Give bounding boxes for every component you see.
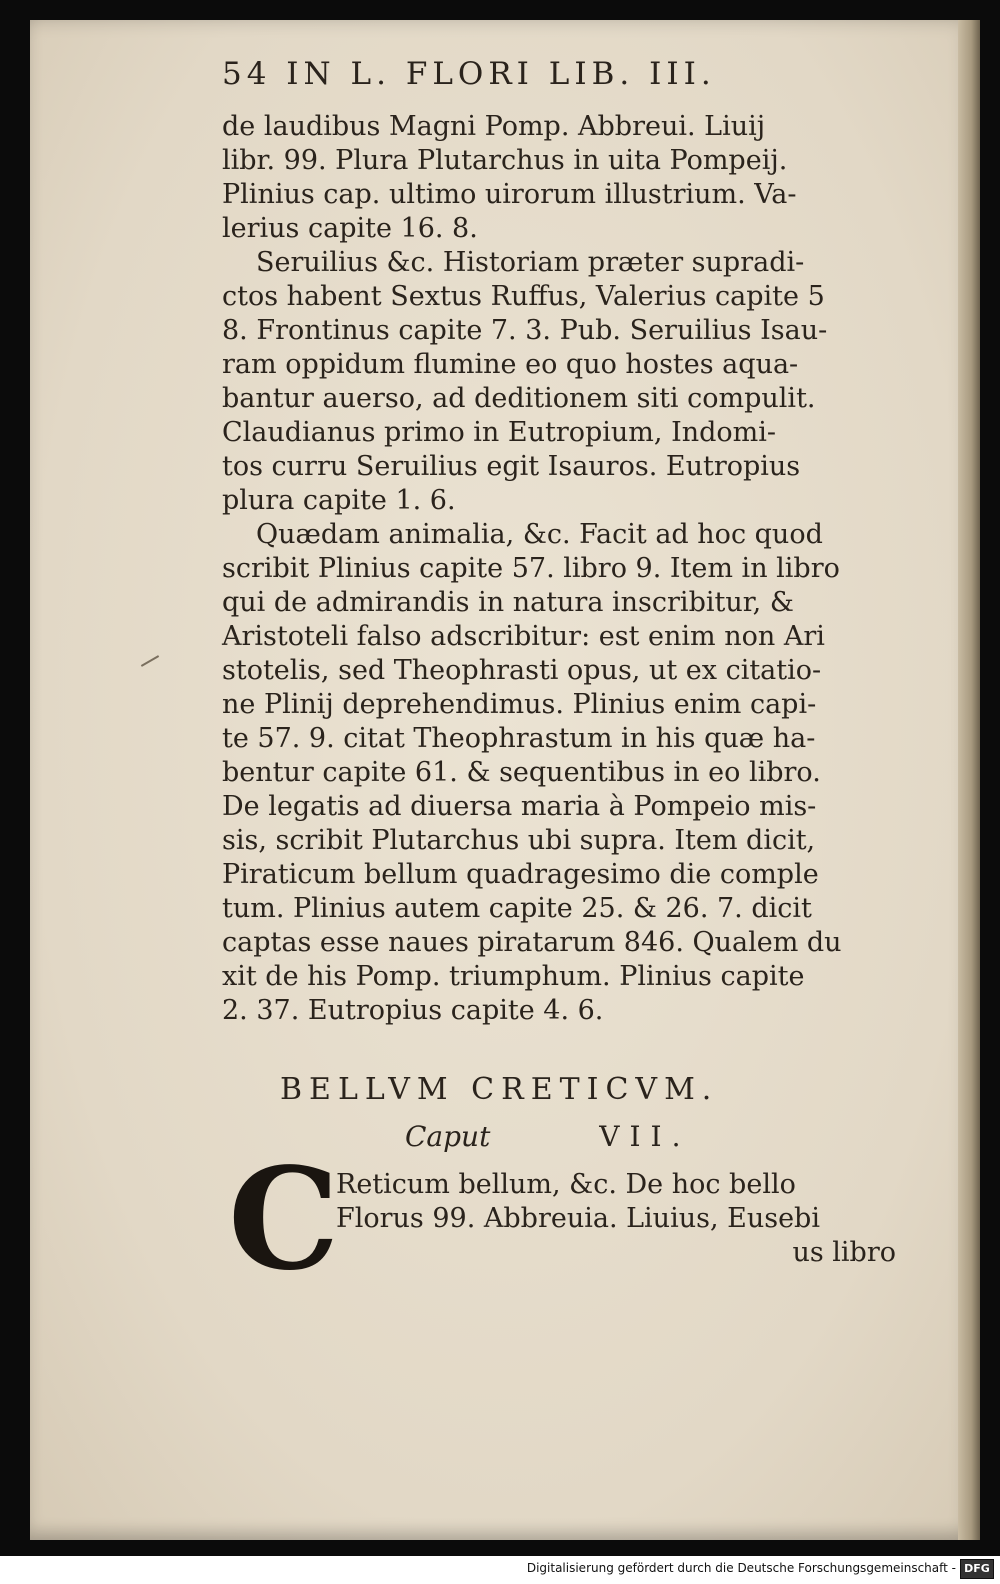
text-line: te 57. 9. citat Theophrastum in his quæ ha- — [222, 723, 816, 754]
text-line: 2. 37. Eutropius capite 4. 6. — [222, 995, 604, 1026]
text-line: 8. Frontinus capite 7. 3. Pub. Seruilius Isau- — [222, 315, 828, 346]
catchword-line: us libro — [792, 1237, 896, 1268]
text-line: Florus 99. Abbreuia. Liuius, Eusebi — [336, 1203, 820, 1234]
body-text — [222, 110, 890, 1028]
text-line: qui de admirandis in natura inscribitur, & — [222, 587, 794, 618]
section-heading: BELLVM CRETICVM. — [280, 1072, 719, 1107]
caput-label: Caput — [405, 1120, 491, 1153]
text-line: scribit Plinius capite 57. libro 9. Item in libro — [222, 553, 840, 584]
text-line: sis, scribit Plutarchus ubi supra. Item dicit, — [222, 825, 816, 856]
running-header: 54 IN L. FLORI LIB. III. — [222, 56, 716, 92]
text-line: captas esse naues piratarum 846. Qualem du — [222, 927, 842, 958]
dfg-logo: DFG — [960, 1559, 994, 1579]
text-line: ctos habent Sextus Ruffus, Valerius capite 5 — [222, 281, 825, 312]
footer-credit: Digitalisierung gefördert durch die Deutsche Forschungsgemeinschaft - — [526, 1561, 956, 1575]
text-line: Reticum bellum, &c. De hoc bello — [336, 1169, 796, 1200]
chapter-label — [405, 1120, 805, 1153]
text-line: libr. 99. Plura Plutarchus in uita Pompeij. — [222, 145, 788, 176]
text-line: xit de his Pomp. triumphum. Plinius capite — [222, 961, 805, 992]
text-line: stotelis, sed Theophrasti opus, ut ex citatio- — [222, 655, 822, 686]
text-line: Seruilius &c. Historiam præter supradi- — [256, 247, 805, 278]
text-line: Piraticum bellum quadragesimo die comple — [222, 859, 819, 890]
caput-number: VII. — [599, 1120, 691, 1153]
page-edge — [958, 20, 980, 1540]
text-line: lerius capite 16. 8. — [222, 213, 478, 244]
text-line: ne Plinij deprehendimus. Plinius enim capi- — [222, 689, 817, 720]
drop-cap: C — [228, 1138, 340, 1302]
text-line: De legatis ad diuersa maria à Pompeio mis- — [222, 791, 817, 822]
text-line: tos curru Seruilius egit Isauros. Eutropius — [222, 451, 801, 482]
text-line: tum. Plinius autem capite 25. & 26. 7. dicit — [222, 893, 812, 924]
text-line: bentur capite 61. & sequentibus in eo libro. — [222, 757, 821, 788]
text-line: plura capite 1. 6. — [222, 485, 456, 516]
text-line: bantur auerso, ad deditionem siti compulit. — [222, 383, 816, 414]
text-line: Quædam animalia, &c. Facit ad hoc quod — [256, 519, 823, 550]
text-line: Aristoteli falso adscribitur: est enim non Ari — [222, 621, 825, 652]
text-line: Claudianus primo in Eutropium, Indomi- — [222, 417, 777, 448]
text-line: ram oppidum flumine eo quo hostes aqua- — [222, 349, 799, 380]
text-line: Plinius cap. ultimo uirorum illustrium. Va- — [222, 179, 797, 210]
text-line: de laudibus Magni Pomp. Abbreui. Liuij — [222, 111, 766, 142]
chapter-text — [336, 1168, 896, 1270]
